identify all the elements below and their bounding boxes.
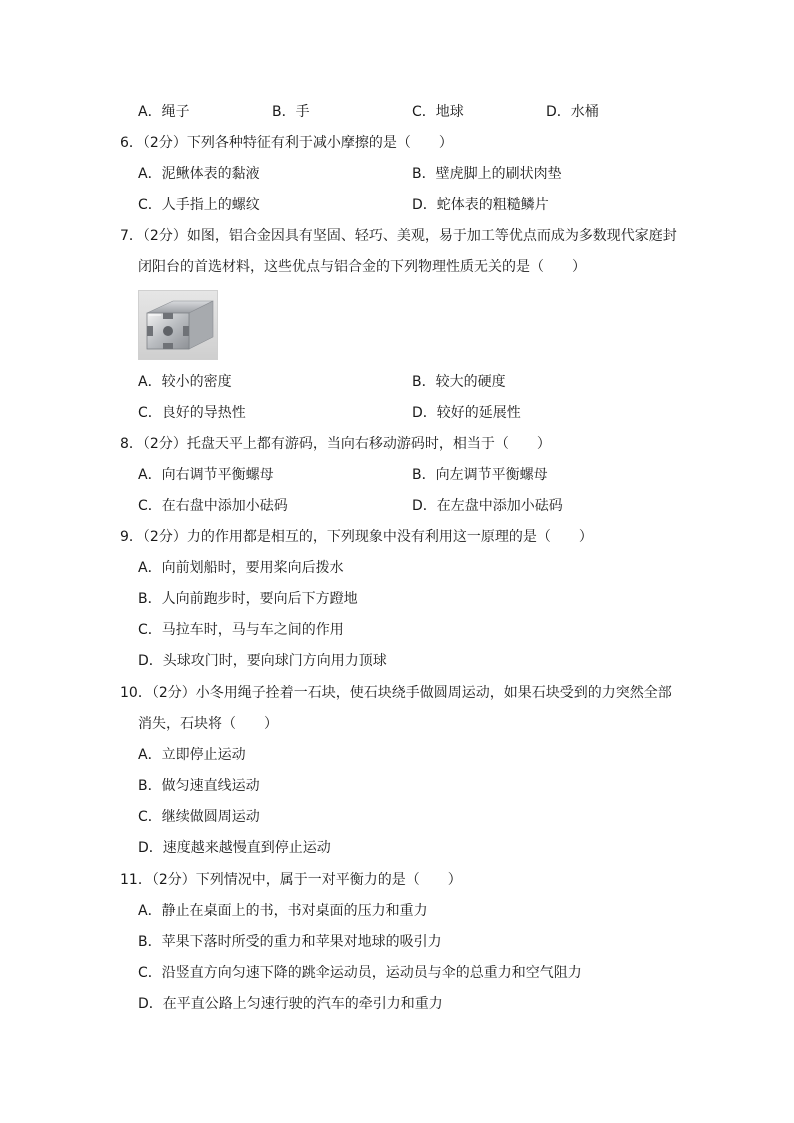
q7-stem-line2: 闭阳台的首选材料，这些优点与铝合金的下列物理性质无关的是（ ）	[138, 259, 586, 275]
q11-option-c: C．沿竖直方向匀速下降的跳伞运动员，运动员与伞的总重力和空气阻力	[138, 965, 582, 981]
q7-option-c: C．良好的导热性	[138, 405, 246, 421]
q10-option-d: D．速度越来越慢直到停止运动	[138, 840, 331, 856]
q8-option-a: A．向右调节平衡螺母	[138, 467, 274, 483]
q8-option-d: D．在左盘中添加小砝码	[412, 498, 563, 514]
q9-option-b: B．人向前跑步时，要向后下方蹬地	[138, 591, 358, 607]
q10-option-b: B．做匀速直线运动	[138, 778, 260, 794]
q6-option-c: C．人手指上的螺纹	[138, 197, 260, 213]
q7-option-b: B．较大的硬度	[412, 374, 506, 390]
q7-option-d: D．较好的延展性	[412, 405, 521, 421]
q11-stem: 11．（2分）下列情况中，属于一对平衡力的是（ ）	[120, 872, 462, 888]
q9-option-a: A．向前划船时，要用桨向后拨水	[138, 560, 344, 576]
q10-stem-line1: 10．（2分）小冬用绳子拴着一石块，使石块绕手做圆周运动，如果石块受到的力突然全部	[120, 685, 672, 701]
q8-option-b: B．向左调节平衡螺母	[412, 467, 548, 483]
q6-option-d: D．蛇体表的粗糙鳞片	[412, 197, 549, 213]
q5-option-b: B．手	[272, 104, 310, 120]
q5-option-c: C．地球	[412, 104, 464, 120]
q11-option-d: D．在平直公路上匀速行驶的汽车的牵引力和重力	[138, 996, 443, 1012]
q9-option-c: C．马拉车时，马与车之间的作用	[138, 622, 344, 638]
aluminum-profile-icon	[139, 291, 217, 359]
aluminum-profile-image	[138, 290, 218, 360]
q6-stem: 6．（2分）下列各种特征有利于减小摩擦的是（ ）	[120, 135, 453, 151]
q9-option-d: D．头球攻门时，要向球门方向用力顶球	[138, 653, 387, 669]
q9-stem: 9．（2分）力的作用都是相互的，下列现象中没有利用这一原理的是（ ）	[120, 529, 593, 545]
q6-option-b: B．壁虎脚上的刷状肉垫	[412, 166, 562, 182]
q5-option-a: A．绳子	[138, 104, 190, 120]
q10-stem-line2: 消失，石块将（ ）	[138, 716, 278, 732]
q11-option-a: A．静止在桌面上的书，书对桌面的压力和重力	[138, 903, 428, 919]
q6-option-a: A．泥鳅体表的黏液	[138, 166, 260, 182]
q10-option-a: A．立即停止运动	[138, 747, 246, 763]
q7-option-a: A．较小的密度	[138, 374, 232, 390]
q7-stem-line1: 7．（2分）如图，铝合金因具有坚固、轻巧、美观，易于加工等优点而成为多数现代家庭封	[120, 228, 677, 244]
q10-option-c: C．继续做圆周运动	[138, 809, 260, 825]
q5-option-d: D．水桶	[546, 104, 599, 120]
q8-option-c: C．在右盘中添加小砝码	[138, 498, 288, 514]
q8-stem: 8．（2分）托盘天平上都有游码，当向右移动游码时，相当于（ ）	[120, 436, 551, 452]
q11-option-b: B．苹果下落时所受的重力和苹果对地球的吸引力	[138, 934, 442, 950]
